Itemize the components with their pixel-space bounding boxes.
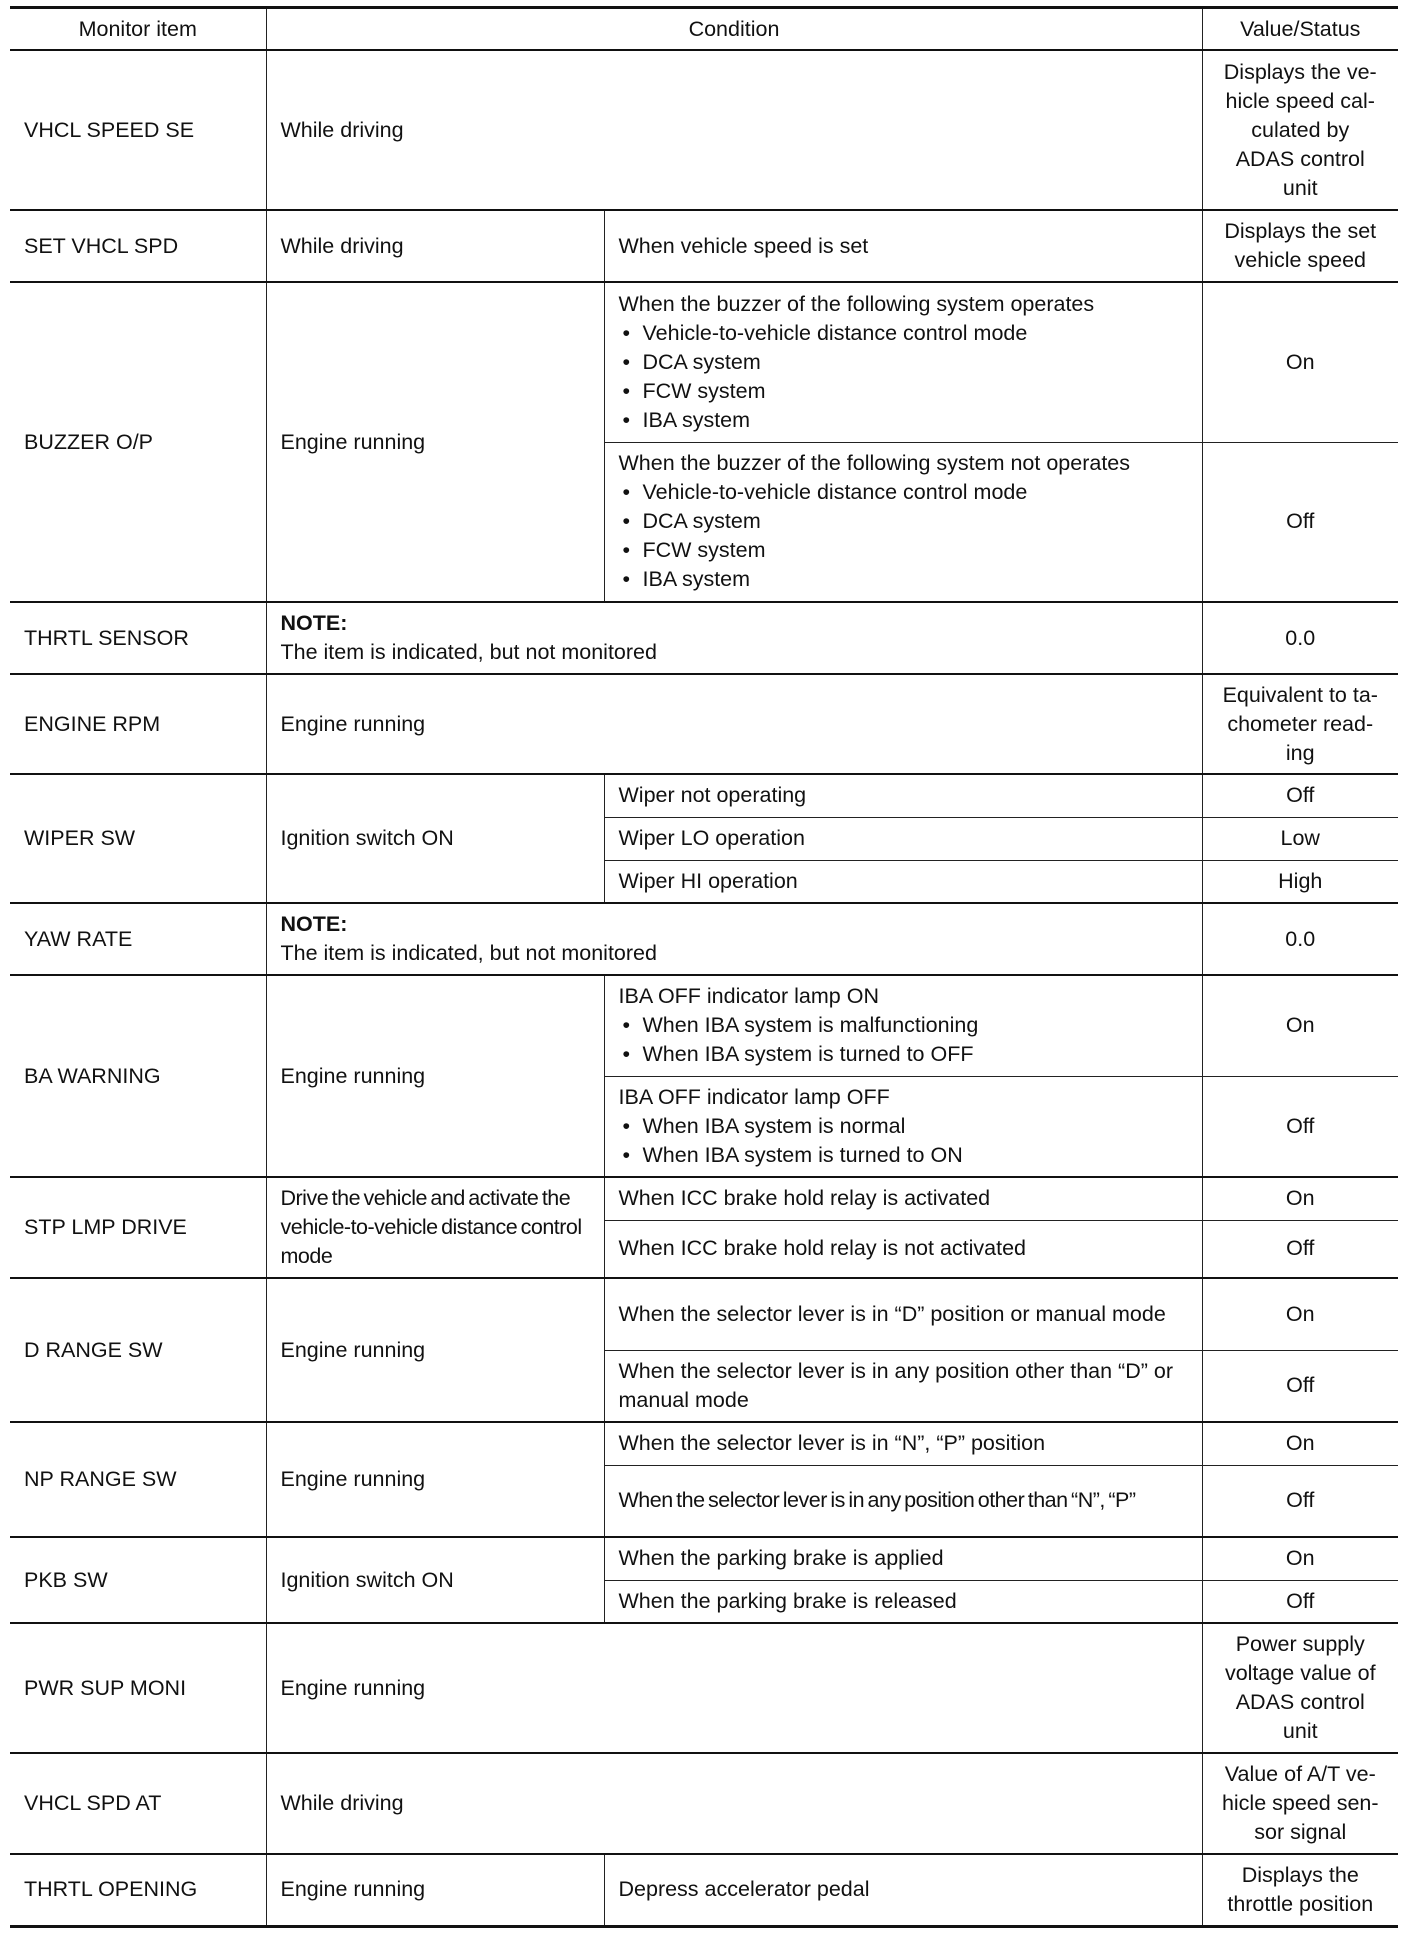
value-cell: High [1202, 860, 1398, 903]
monitor-item: STP LMP DRIVE [10, 1177, 266, 1278]
bullet-item: • DCA system [619, 507, 1196, 536]
sub-condition-cell: When the parking brake is released [604, 1580, 1202, 1623]
sub-condition-cell: When the selector lever is in any position other than “D” or manual mode [604, 1350, 1202, 1422]
condition-cell: Ignition switch ON [266, 774, 604, 903]
sub-condition-cell: When ICC brake hold relay is not activated [604, 1220, 1202, 1278]
monitor-item: THRTL OPENING [10, 1854, 266, 1926]
bullet-item: • Vehicle-to-vehicle distance control mode [619, 478, 1196, 507]
monitor-item: BUZZER O/P [10, 282, 266, 602]
value-cell: Off [1202, 1076, 1398, 1177]
note-title: NOTE: [280, 912, 348, 936]
bullet-item: • Vehicle-to-vehicle distance control mode [619, 319, 1196, 348]
bullet-item: • IBA system [619, 406, 1196, 435]
value-cell: On [1202, 1422, 1398, 1465]
value-cell: Off [1202, 774, 1398, 817]
monitor-item: SET VHCL SPD [10, 210, 266, 282]
bullet-item: • When IBA system is turned to ON [619, 1141, 1188, 1170]
table-row [10, 1278, 1398, 1350]
monitor-item: BA WARNING [10, 975, 266, 1177]
value-cell: On [1202, 1537, 1398, 1580]
bullet-item: • FCW system [619, 536, 1196, 565]
value-cell: Off [1202, 1580, 1398, 1623]
table-row [10, 1177, 1398, 1220]
monitor-item: WIPER SW [10, 774, 266, 903]
header-condition: Condition [266, 8, 1202, 51]
value-cell: Displays the ve- hicle speed cal- culated by ADAS control unit [1202, 50, 1398, 210]
bullet-item: • When IBA system is malfunctioning [619, 1011, 1188, 1040]
value-cell: On [1202, 975, 1398, 1076]
sub-condition-cell: When the selector lever is in any position other than “N”, “P” [604, 1465, 1202, 1537]
sub-condition-cell: When ICC brake hold relay is activated [604, 1177, 1202, 1220]
value-cell: On [1202, 282, 1398, 442]
monitor-item: NP RANGE SW [10, 1422, 266, 1537]
bullet-item: • FCW system [619, 377, 1196, 406]
value-cell: Displays the set vehicle speed [1202, 210, 1398, 282]
sub-condition-cell: Depress accelerator pedal [604, 1854, 1202, 1926]
value-cell: 0.0 [1202, 602, 1398, 674]
sub-condition-heading: When the buzzer of the following system operates [618, 291, 1095, 316]
value-cell: Off [1202, 1350, 1398, 1422]
monitor-item: VHCL SPD AT [10, 1753, 266, 1854]
condition-cell: While driving [266, 1753, 1202, 1854]
monitor-item: YAW RATE [10, 903, 266, 975]
condition-cell: While driving [266, 210, 604, 282]
monitor-item: PWR SUP MONI [10, 1623, 266, 1753]
value-cell: Value of A/T ve- hicle speed sen- sor signal [1202, 1753, 1398, 1854]
bullet-item: • When IBA system is normal [619, 1112, 1188, 1141]
condition-cell: Ignition switch ON [266, 1537, 604, 1623]
condition-cell: Engine running [266, 1854, 604, 1926]
value-cell: Low [1202, 817, 1398, 860]
sub-condition-cell: When vehicle speed is set [604, 210, 1202, 282]
condition-cell: Engine running [266, 1422, 604, 1537]
table-row [10, 1753, 1398, 1854]
sub-condition-heading: When the buzzer of the following system not operates [618, 451, 1130, 476]
bullet-list [619, 478, 1196, 594]
monitor-item: PKB SW [10, 1537, 266, 1623]
table-row [10, 1854, 1398, 1926]
header-value-status: Value/Status [1202, 8, 1398, 51]
sub-condition-cell [604, 442, 1202, 602]
condition-cell: Engine running [266, 975, 604, 1177]
monitor-item: D RANGE SW [10, 1278, 266, 1422]
value-cell: Off [1202, 442, 1398, 602]
condition-cell: Engine running [266, 1623, 1202, 1753]
table-row [10, 602, 1398, 674]
bullet-item: • IBA system [619, 565, 1196, 594]
sub-condition-cell [604, 282, 1202, 442]
value-cell: Power supply voltage value of ADAS control unit [1202, 1623, 1398, 1753]
table-row [10, 1537, 1398, 1580]
table-header-row [10, 8, 1398, 51]
sub-condition-heading: IBA OFF indicator lamp OFF [618, 1084, 890, 1109]
bullet-list [619, 319, 1196, 435]
sub-condition-cell [604, 975, 1202, 1076]
note-title: NOTE: [280, 611, 348, 635]
sub-condition-cell: Wiper not operating [604, 774, 1202, 817]
value-cell: 0.0 [1202, 903, 1398, 975]
table-row [10, 903, 1398, 975]
value-cell: On [1202, 1177, 1398, 1220]
value-cell: Displays the throttle position [1202, 1854, 1398, 1926]
monitor-item-table [10, 6, 1398, 1928]
table-row [10, 210, 1398, 282]
condition-cell: Drive the vehicle and activate the vehicle-to-vehicle distance control mode [266, 1177, 604, 1278]
value-cell: Off [1202, 1465, 1398, 1537]
note-cell [266, 602, 1202, 674]
condition-cell: While driving [266, 50, 1202, 210]
sub-condition-cell: When the selector lever is in “N”, “P” position [604, 1422, 1202, 1465]
value-cell: Equivalent to ta- chometer read- ing [1202, 674, 1398, 774]
condition-cell: Engine running [266, 674, 1202, 774]
bullet-item: • When IBA system is turned to OFF [619, 1040, 1188, 1069]
value-cell: Off [1202, 1220, 1398, 1278]
header-monitor-item: Monitor item [10, 8, 266, 51]
condition-cell: Engine running [266, 1278, 604, 1422]
table-row [10, 1422, 1398, 1465]
note-text: The item is indicated, but not monitored [280, 640, 657, 664]
table-row [10, 1623, 1398, 1753]
sub-condition-cell: Wiper HI operation [604, 860, 1202, 903]
sub-condition-cell: Wiper LO operation [604, 817, 1202, 860]
table-row [10, 50, 1398, 210]
value-cell: On [1202, 1278, 1398, 1350]
sub-condition-heading: IBA OFF indicator lamp ON [618, 984, 879, 1009]
monitor-item: ENGINE RPM [10, 674, 266, 774]
table-row [10, 774, 1398, 817]
note-text: The item is indicated, but not monitored [280, 941, 657, 965]
condition-cell: Engine running [266, 282, 604, 602]
monitor-item: THRTL SENSOR [10, 602, 266, 674]
bullet-item: • DCA system [619, 348, 1196, 377]
monitor-item: VHCL SPEED SE [10, 50, 266, 210]
bullet-list [619, 1011, 1188, 1069]
note-cell [266, 903, 1202, 975]
table-row [10, 975, 1398, 1076]
bullet-list [619, 1112, 1188, 1170]
sub-condition-cell [604, 1076, 1202, 1177]
table-row [10, 674, 1398, 774]
sub-condition-cell: When the parking brake is applied [604, 1537, 1202, 1580]
sub-condition-cell: When the selector lever is in “D” position or manual mode [604, 1278, 1202, 1350]
table-row [10, 282, 1398, 442]
